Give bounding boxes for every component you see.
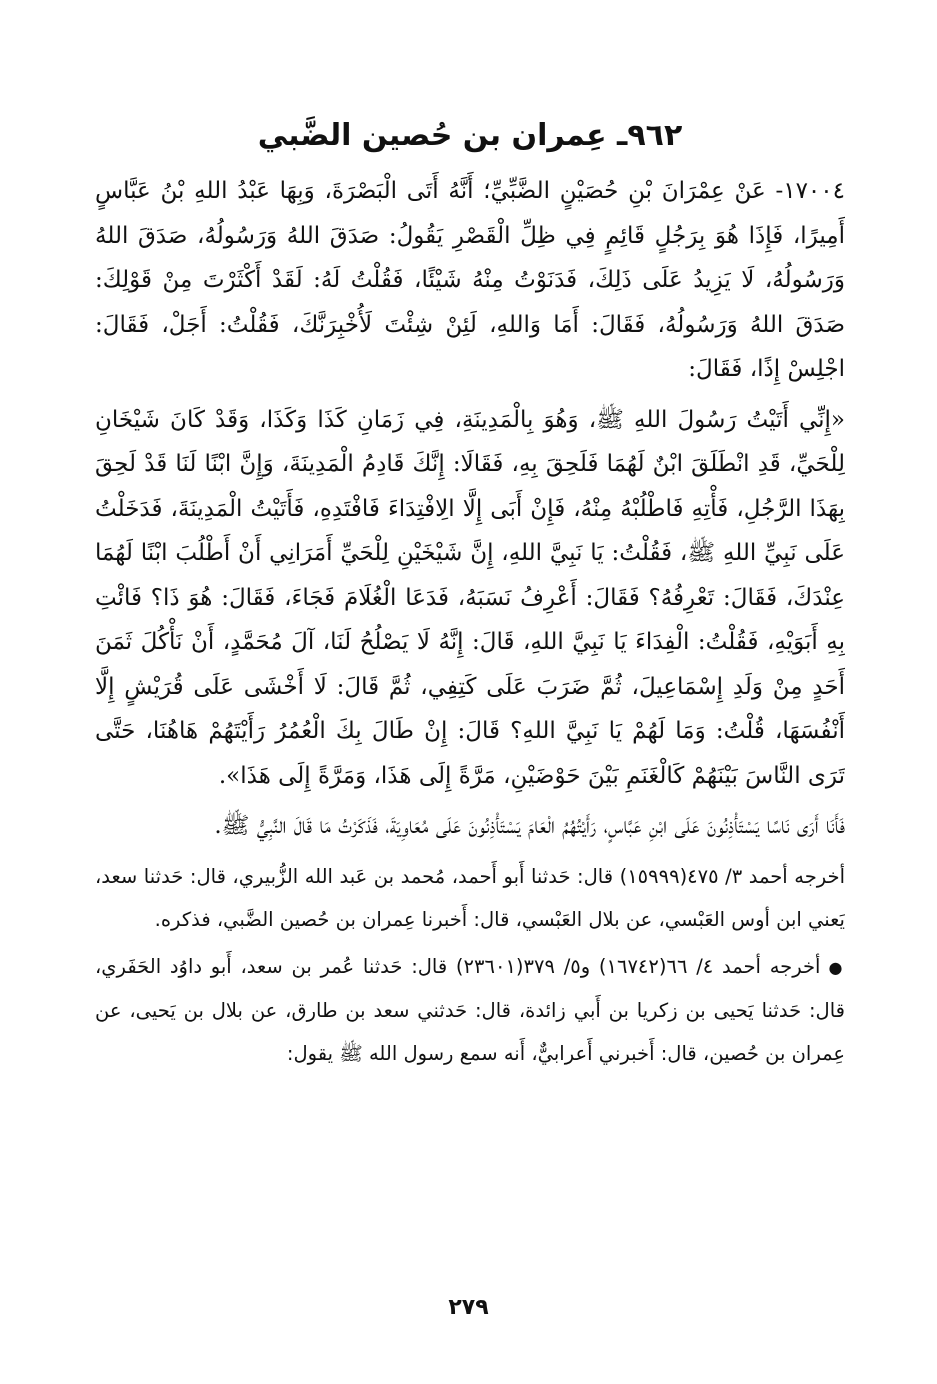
- hadith-narration-paragraph: «إِنِّي أَتَيْتُ رَسُولَ اللهِ ﷺ، وَهُوَ بِالْمَدِينَةِ، فِي زَمَانِ كَذَا وَكَذَا، وَقَدْ كَانَ شَيْخَانِ لِلْحَيِّ، قَدِ انْطَلَقَ ابْنٌ لَهُمَا فَلَحِقَ بِهِ، فَقَالَا: إِنَّكَ قَادِمُ الْمَدِينَةَ، وَإِنَّ ابْنًا لَنَا قَدْ لَحِقَ بِهَذَا الرَّجُلِ، فَأْتِهِ فَاطْلُبْهُ مِنْهُ، فَإِنْ أَبَى إِلَّا الِافْتِدَاءَ فَافْتَدِهِ، فَأَتَيْتُ الْمَدِينَةَ، فَدَخَلْتُ عَلَى نَبِيِّ اللهِ ﷺ، فَقُلْتُ: يَا نَبِيَّ اللهِ، إِنَّ شَيْخَيْنِ لِلْحَيِّ أَمَرَانِي أَنْ أَطْلُبَ ابْنًا لَهُمَا عِنْدَكَ، فَقَالَ: تَعْرِفُهُ؟ فَقَالَ: أَعْرِفُ نَسَبَهُ، فَدَعَا الْغُلَامَ فَجَاءَ، فَقَالَ: هُوَ ذَا؟ فَائْتِ بِهِ أَبَوَيْهِ، فَقُلْتُ: الْفِدَاءَ يَا نَبِيَّ اللهِ، قَالَ: إِنَّهُ لَا يَصْلُحُ لَنَا، آلَ مُحَمَّدٍ، أَنْ نَأْكُلَ ثَمَنَ أَحَدٍ مِنْ وَلَدِ إِسْمَاعِيلَ، ثُمَّ ضَرَبَ عَلَى كَتِفِي، ثُمَّ قَالَ: لَا أَخْشَى عَلَى قُرَيْشٍ إِلَّا أَنْفُسَهَا، قُلْتُ: وَمَا لَهُمْ يَا نَبِيَّ اللهِ؟ قَالَ: إِنْ طَالَ بِكَ الْعُمُرُ رَأَيْتَهُمْ هَاهُنَا، حَتَّى تَرَى النَّاسَ بَيْنَهُمْ كَالْغَنَمِ بَيْنَ حَوْضَيْنِ، مَرَّةً إِلَى هَذَا، وَمَرَّةً إِلَى هَذَا».: [95, 406, 845, 789]
- chapter-title: ٩٦٢ـ عِمران بن حُصين الضَّبي: [257, 118, 683, 153]
- takhrij-note-text: أخرجه أحمد ٤/ ٦٦(١٦٧٤٢) و٥/ ٣٧٩(٢٣٦٠١) قال: حَدثنا عُمر بن سعد، أَبو داوُد الحَفَري، قال: حَدثنا يَحيى بن زكريا بن أَبي زائدة، قال: حَدثني سعد بن طارق، عن بلال بن يَحيى، عن عِمران بن حُصين، قال: أَخبرني أَعرابيٌّ، أَنه سمع رسول الله ﷺ يقول:: [95, 954, 845, 1065]
- bullet-icon: ●: [828, 957, 845, 977]
- takhrij-note: [95, 855, 845, 941]
- hadith-intro-paragraph: ١٧٠٠٤- عَنْ عِمْرَانَ بْنِ حُصَيْنٍ الضَّبِّيِّ؛ أَنَّهُ أَتَى الْبَصْرَةَ، وَبِهَا عَبْدُ اللهِ بْنُ عَبَّاسٍ أَمِيرًا، فَإِذَا هُوَ بِرَجُلٍ قَائِمٍ فِي ظِلِّ الْقَصْرِ يَقُولُ: صَدَقَ اللهُ وَرَسُولُهُ، صَدَقَ اللهُ وَرَسُولُهُ، لَا يَزِيدُ عَلَى ذَلِكَ، فَدَنَوْتُ مِنْهُ شَيْئًا، فَقُلْتُ لَهُ: لَقَدْ أَكْثَرْتَ مِنْ قَوْلِكَ: صَدَقَ اللهُ وَرَسُولُهُ، فَقَالَ: أَمَا وَاللهِ، لَئِنْ شِئْتَ لَأُخْبِرَنَّكَ، فَقُلْتُ: أَجَلْ، فَقَالَ: اجْلِسْ إِذًا، فَقَالَ:: [95, 178, 845, 382]
- takhrij-notes: [95, 855, 845, 1075]
- takhrij-note: [95, 945, 845, 1075]
- hadith-closing-paragraph: فَأَنَا أَرَى نَاسًا يَسْتَأْذِنُونَ عَلَى ابْنِ عَبَّاسٍ، رَأَيْتُهُمُ الْعَامَ يَسْتَأْذِنُونَ عَلَى مُعَاوِيَةَ، فَذَكَرْتُ مَا قَالَ النَّبِيُّ ﷺ.: [214, 813, 845, 839]
- page-number: ٢٧٩: [448, 1295, 489, 1320]
- hadith-text: [95, 169, 845, 849]
- book-page: [95, 105, 845, 1345]
- takhrij-note-text: أخرجه أحمد ٣/ ٤٧٥(١٥٩٩٩) قال: حَدثنا أَبو أَحمد، مُحمد بن عَبد الله الزُّبيري، قال: حَدثنا سعد، يَعني ابن أوس العَبْسي، عن بلال العَبْسي، قال: أَخبرنا عِمران بن حُصين الضَّبي، فذكره.: [95, 864, 845, 931]
